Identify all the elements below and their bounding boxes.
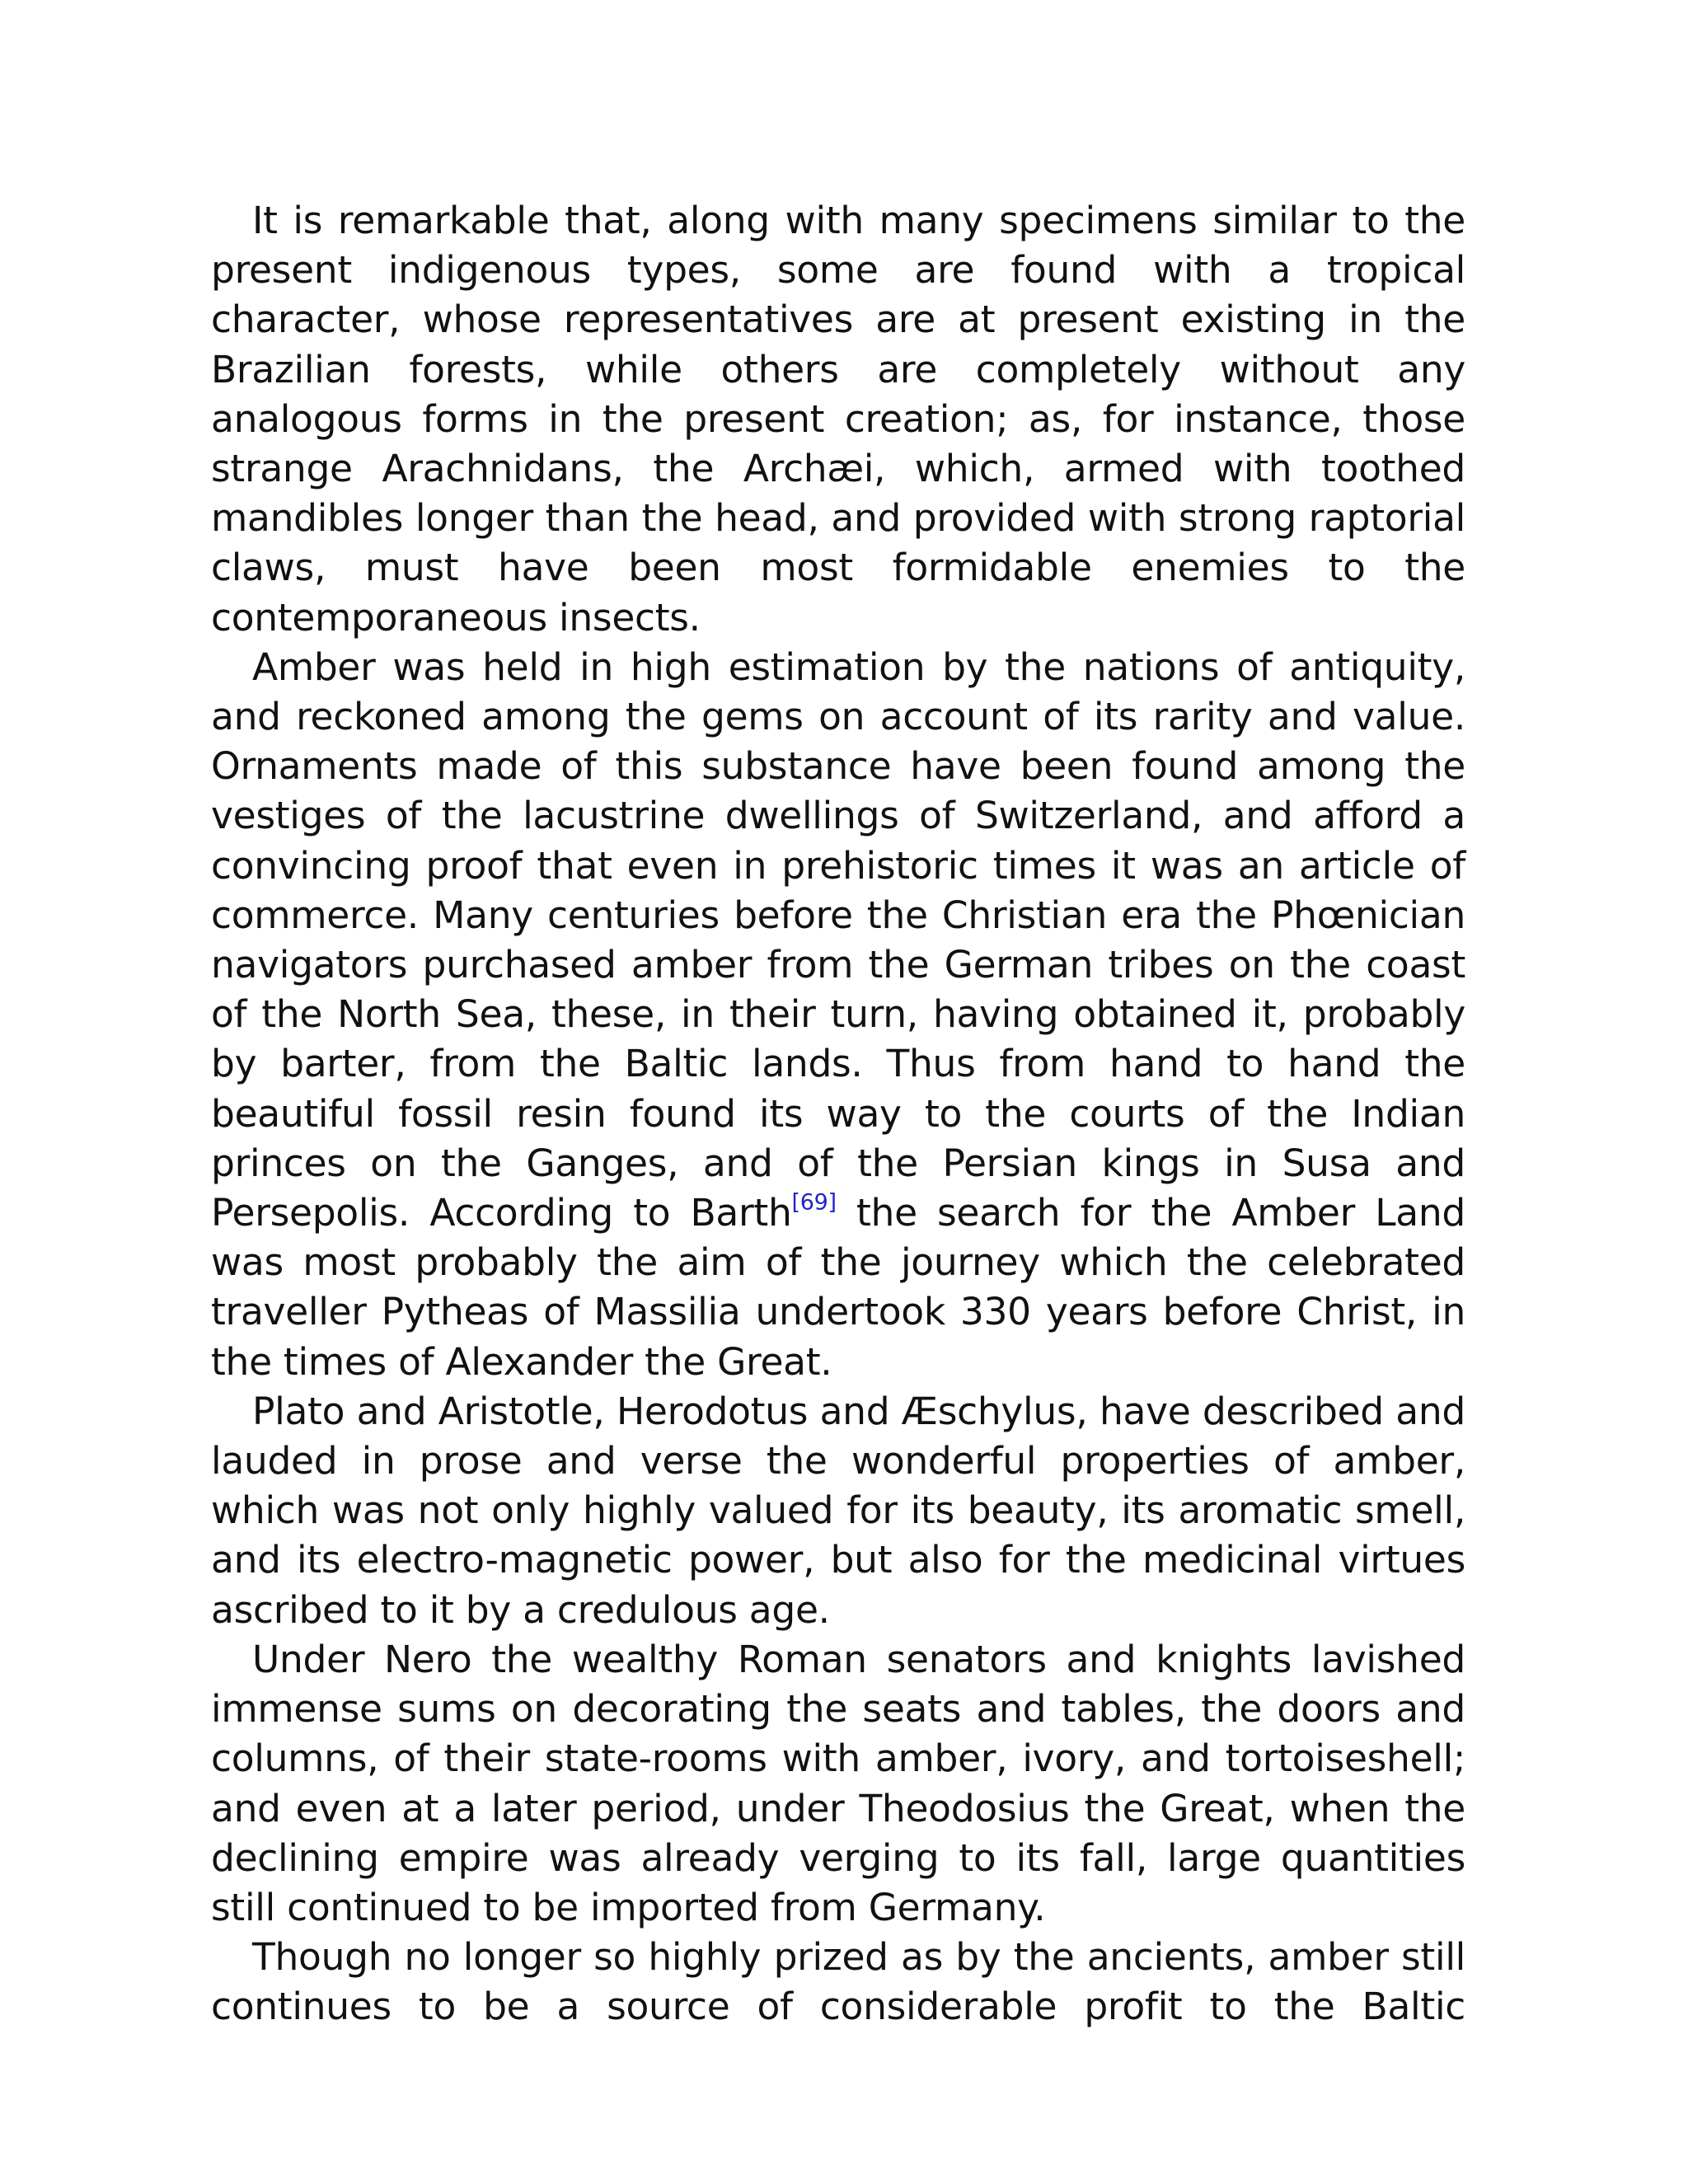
footnote-link[interactable]: [69] (791, 1189, 837, 1216)
paragraph-text: Amber was held in high estimation by the nations of antiquity, and reckoned among the gems on account of its rarity and value. Ornaments made of this substance have been found among the vestiges of the lacustrine dwellings of Switzerland, and afford a convincing proof that even in prehistoric times it was an article of commerce. Many centuries before the Christian era the Phœnician navigators purchased amber from the German tribes on the coast of the North Sea, these, in their turn, having obtained it, probably by barter, from the Baltic lands. Thus from hand to hand the beautiful fossil resin found its way to the courts of the Indian princes on the Ganges, and of the Persian kings in Susa and Persepolis. According to Barth (211, 644, 1465, 1235)
document-body (211, 196, 1465, 2032)
paragraph-fossil-insects: It is remarkable that, along with many specimens similar to the present indigenous types, some are found with a tropical character, whose representatives are at present existing in the Brazilian forests, while others are completely without any analogous forms in the present creation; as, for instance, those strange Arachnidans, the Archæi, which, armed with toothed mandibles longer than the head, and provided with strong raptorial claws, must have been most formidable enemies to the contemporaneous insects. (211, 199, 1465, 640)
paragraph-amber-antiquity (211, 643, 1465, 1387)
paragraph-text: the search for the Amber Land was most probably the aim of the journey which the celebrated traveller Pytheas of Massilia undertook 330 years before Christ, in the times of Alexander the Great. (211, 1191, 1466, 1384)
paragraph-nero: Under Nero the wealthy Roman senators and knights lavished immense sums on decorating the seats and tables, the doors and columns, of their state-rooms with amber, ivory, and tortoiseshell; and even at a later period, under Theodosius the Great, when the declining empire was already verging to its fall, large quantities still continued to be imported from Germany. (211, 1637, 1465, 1929)
paragraph-philosophers: Plato and Aristotle, Herodotus and Æschylus, have described and lauded in prose and verse the wonderful properties of amber, which was not only highly valued for its beauty, its aromatic smell, and its electro-magnetic power, but also for the medicinal virtues ascribed to it by a credulous age. (211, 1389, 1465, 1632)
paragraph-baltic: Though no longer so highly prized as by the ancients, amber still continues to be a source of considerable profit to the Baltic (211, 1935, 1465, 2029)
